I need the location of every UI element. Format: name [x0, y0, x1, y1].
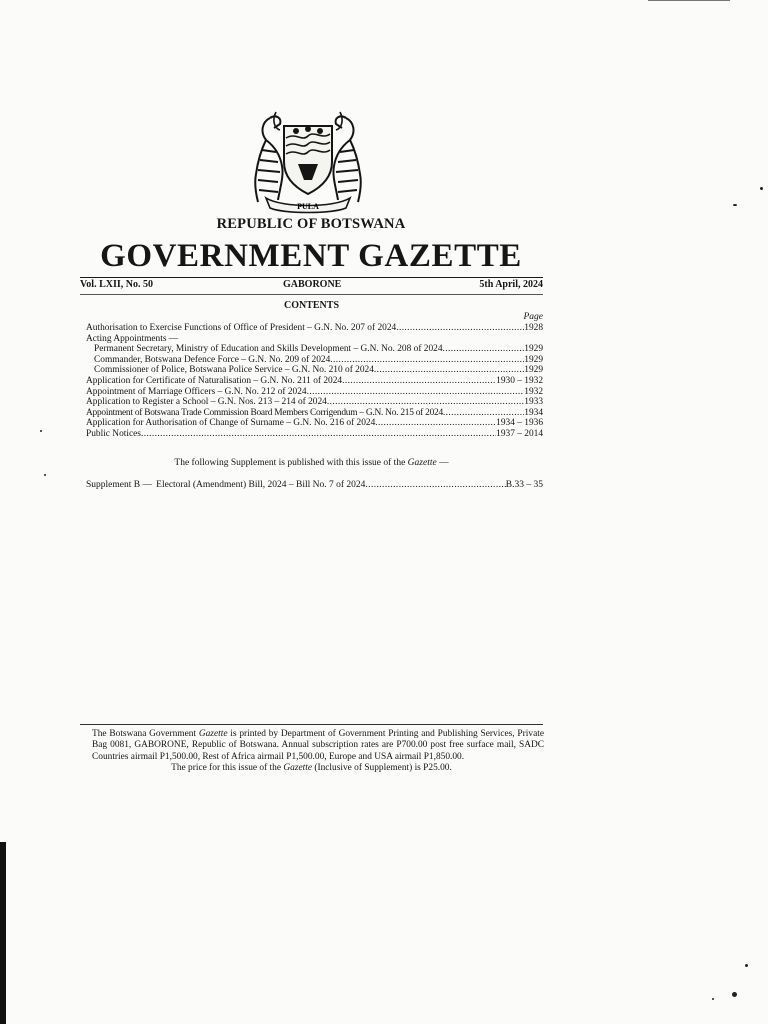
publication-place: GABORONE	[283, 279, 342, 290]
scan-edge-shadow	[0, 842, 6, 1024]
masthead-rule-top	[80, 277, 543, 278]
toc-entry: Application for Authorisation of Change of Surname – G.N. No. 216 of 2024 ..... 1934 – 1936	[86, 418, 543, 429]
table-of-contents	[86, 323, 543, 440]
supplement-intro: The following Supplement is published with this issue of the Gazette —	[174, 458, 449, 468]
toc-entry: Authorisation to Exercise Functions of Office of President – G.N. No. 207 of 2024 ..... 1928	[86, 323, 543, 334]
supplement-title: Electoral (Amendment) Bill, 2024 – Bill No. 7 of 2024	[156, 480, 366, 490]
scan-speck	[733, 204, 737, 206]
page-column-heading: Page	[523, 312, 543, 322]
toc-entry: Commander, Botswana Defence Force – G.N. No. 209 of 2024 ..... 1929	[86, 355, 543, 366]
scan-speck	[732, 992, 737, 997]
scan-speck	[712, 998, 714, 1000]
scan-speck	[40, 430, 42, 432]
scan-mark	[648, 0, 730, 1]
volume-number: Vol. LXII, No. 50	[80, 279, 153, 290]
gazette-title: GOVERNMENT GAZETTE	[100, 238, 522, 274]
scan-speck	[745, 964, 748, 967]
issue-date: 5th April, 2024	[479, 279, 543, 290]
masthead-rule-bottom	[80, 294, 543, 295]
motto-text: PULA	[297, 202, 319, 211]
printing-notice: The Botswana Government Gazette is printed by Department of Government Printing and Publishing Services, Private Bag 0081, GABORONE, Republic of Botswana. Annual subscription rates are P700.00 post free surface mail, SADC Countries airmail P1,500.00, Rest of Africa airmail P1,500.00, Europe and USA airmail P1,850.00.	[92, 729, 544, 762]
scan-speck	[760, 187, 763, 190]
republic-name: REPUBLIC OF BOTSWANA	[216, 216, 406, 232]
toc-entry: Application to Register a School – G.N. Nos. 213 – 214 of 2024 ..... 1933	[86, 397, 543, 408]
toc-entry: Permanent Secretary, Ministry of Education and Skills Development – G.N. No. 208 of 2024 ..... 1929	[86, 344, 543, 355]
supplement-label: Supplement B —	[86, 480, 152, 490]
toc-entry: Public Notices ..... 1937 – 2014	[86, 429, 543, 440]
toc-entry: Commissioner of Police, Botswana Police Service – G.N. No. 210 of 2024 ..... 1929	[86, 365, 543, 376]
toc-entry: Appointment of Marriage Officers – G.N. No. 212 of 2024 ..... 1932	[86, 387, 543, 398]
toc-entry: Appointment of Botswana Trade Commission Board Members Corrigendum – G.N. No. 215 of 2024 ..... 1934	[86, 408, 543, 419]
price-notice: The price for this issue of the Gazette (Inclusive of Supplement) is P25.00.	[171, 763, 452, 773]
coat-of-arms-icon	[232, 104, 384, 216]
toc-entry: Acting Appointments —	[86, 333, 179, 344]
scan-speck	[44, 474, 46, 476]
toc-entry: Application for Certificate of Naturalisation – G.N. No. 211 of 2024 ..... 1930 – 1932	[86, 376, 543, 387]
supplement-pages: B.33 – 35	[505, 480, 543, 490]
contents-heading: CONTENTS	[283, 300, 339, 311]
coat-of-arms	[232, 104, 384, 216]
supplement-entry	[86, 480, 543, 490]
footer-rule	[80, 724, 543, 725]
